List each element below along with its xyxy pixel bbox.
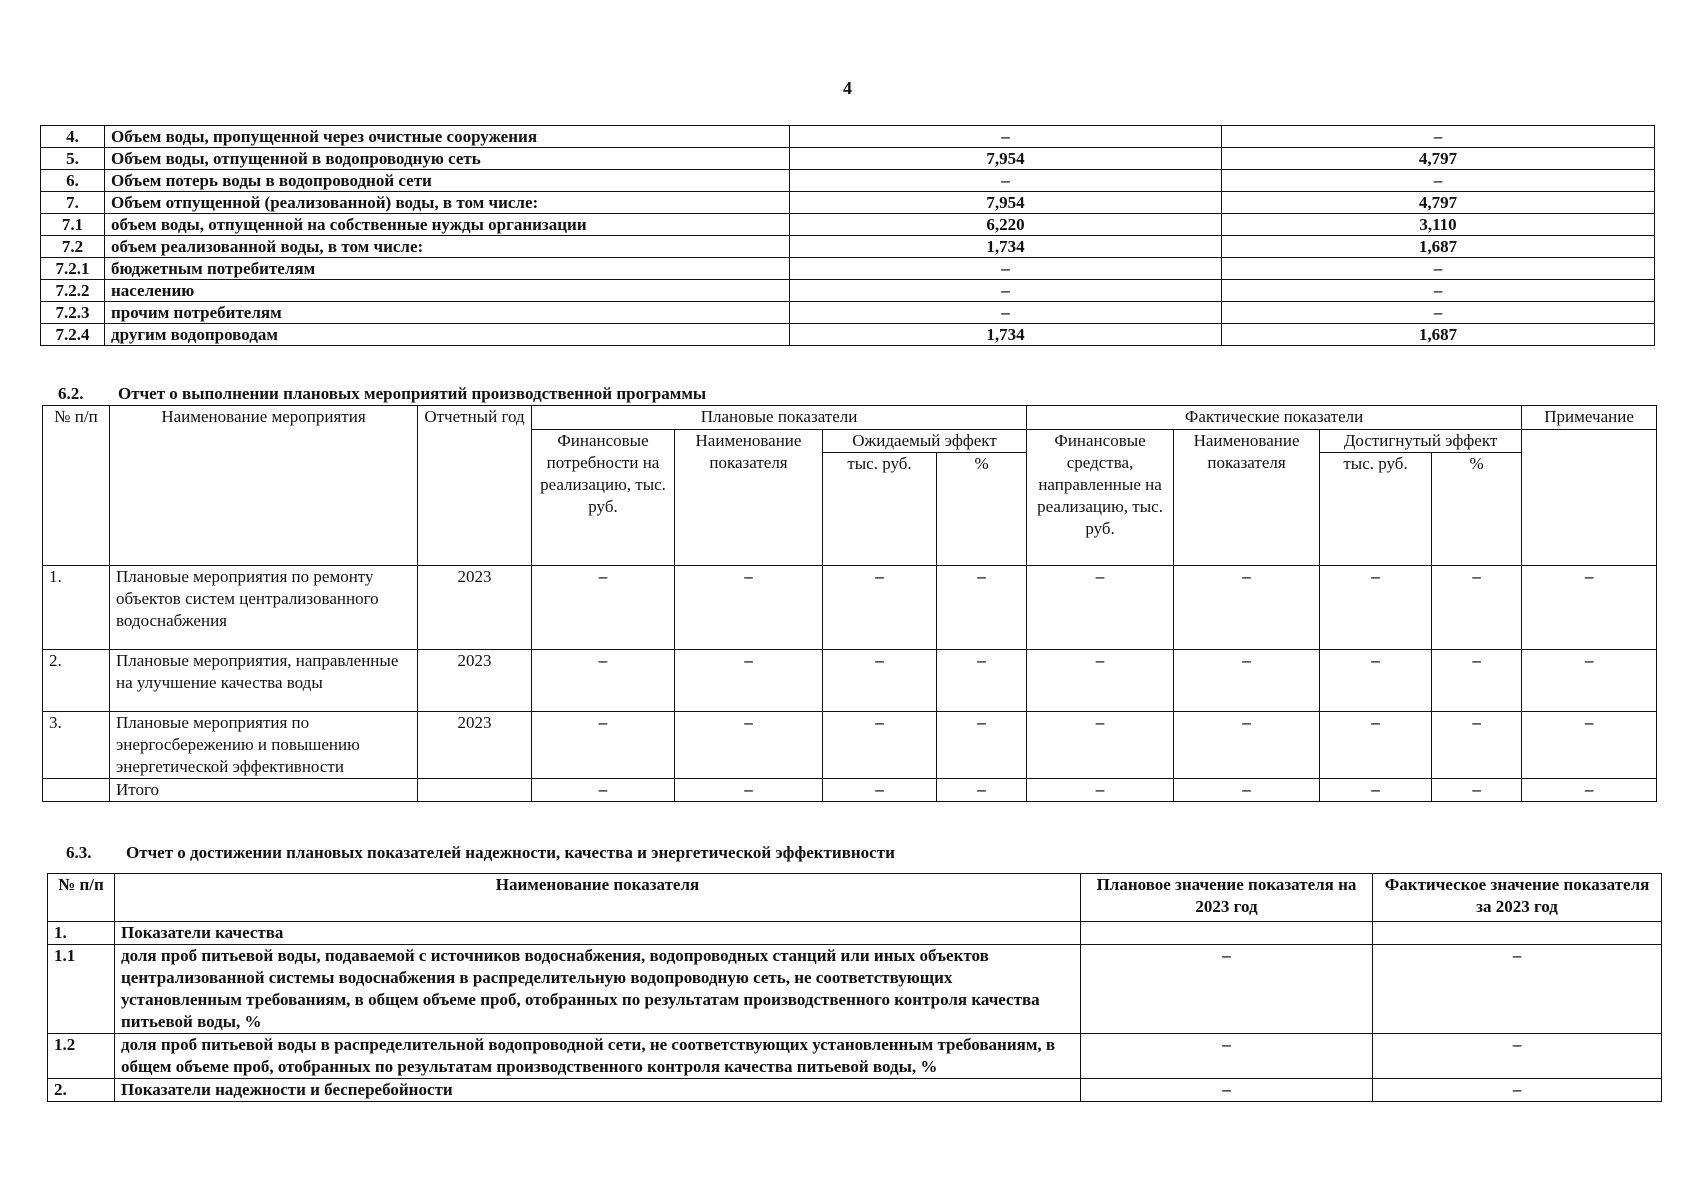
row-dash-value: – — [937, 650, 1027, 712]
row-value-plan: 6,220 — [790, 214, 1222, 236]
water-volume-table — [40, 125, 1655, 346]
row-name: бюджетным потребителям — [105, 258, 790, 280]
table-row — [48, 922, 1662, 945]
header-plan-financial-needs: Финансовые потребности на реализацию, тыс. руб. — [532, 430, 675, 566]
row-dash-value: – — [1522, 566, 1657, 650]
table-row — [48, 945, 1662, 1034]
header-actual-value: Фактическое значение показателя за 2023 год — [1373, 874, 1662, 922]
table-row — [41, 258, 1655, 280]
header-num: № п/п — [43, 406, 110, 566]
section-6-2-number: 6.2. — [58, 384, 84, 403]
row-name: другим водопроводам — [105, 324, 790, 346]
row-number: 6. — [41, 170, 105, 192]
row-planned-value: – — [1081, 1034, 1373, 1079]
total-row — [43, 779, 1657, 802]
row-dash-value: – — [1027, 650, 1174, 712]
row-number: 3. — [43, 712, 110, 779]
table-row — [41, 192, 1655, 214]
row-dash-value: – — [823, 650, 937, 712]
row-dash-value: – — [532, 566, 675, 650]
header-actual-financial-funds: Финансовые средства, направленные на реализацию, тыс. руб. — [1027, 430, 1174, 566]
header-note-blank — [1522, 430, 1657, 566]
row-name: объем реализованной воды, в том числе: — [105, 236, 790, 258]
row-activity-name: Плановые мероприятия по ремонту объектов систем централизованного водоснабжения — [110, 566, 418, 650]
row-value-actual: 3,110 — [1222, 214, 1655, 236]
row-value-plan: – — [790, 302, 1222, 324]
header-actual-indicators: Фактические показатели — [1027, 406, 1522, 430]
row-name: прочим потребителям — [105, 302, 790, 324]
total-dash-value: – — [1027, 779, 1174, 802]
total-dash-value: – — [937, 779, 1027, 802]
planned-activities-table — [42, 405, 1657, 802]
row-dash-value: – — [937, 566, 1027, 650]
row-dash-value: – — [532, 712, 675, 779]
total-label: Итого — [110, 779, 418, 802]
row-value-actual: 4,797 — [1222, 148, 1655, 170]
row-indicator-name: доля проб питьевой воды, подаваемой с источников водоснабжения, водопроводных станций или иных объектов централизованной системы водоснабжения в распределительную водопроводную сеть, не соответствующих установленным требованиям, в общем объеме проб, отобранных по результатам производственного контроля качества питьевой воды, % — [115, 945, 1081, 1034]
row-dash-value: – — [1027, 566, 1174, 650]
table-row — [41, 280, 1655, 302]
section-6-3-title: Отчет о достижении плановых показателей надежности, качества и энергетической эффективности — [126, 843, 895, 862]
row-dash-value: – — [823, 712, 937, 779]
row-name: объем воды, отпущенной на собственные нужды организации — [105, 214, 790, 236]
row-dash-value: – — [937, 712, 1027, 779]
row-name: Объем воды, пропущенной через очистные сооружения — [105, 126, 790, 148]
row-planned-value — [1081, 922, 1373, 945]
row-value-actual: 1,687 — [1222, 236, 1655, 258]
header-expected-percent: % — [937, 453, 1027, 566]
total-number — [43, 779, 110, 802]
row-value-plan: – — [790, 126, 1222, 148]
table-row — [41, 148, 1655, 170]
row-name: Объем воды, отпущенной в водопроводную сеть — [105, 148, 790, 170]
row-dash-value: – — [1174, 712, 1320, 779]
row-value-plan: 1,734 — [790, 324, 1222, 346]
header-indicator-name: Наименование показателя — [115, 874, 1081, 922]
row-value-actual: 1,687 — [1222, 324, 1655, 346]
row-dash-value: – — [532, 650, 675, 712]
table-row — [48, 1079, 1662, 1102]
row-dash-value: – — [675, 650, 823, 712]
header-planned-indicators: Плановые показатели — [532, 406, 1027, 430]
row-name: населению — [105, 280, 790, 302]
row-year: 2023 — [418, 566, 532, 650]
header-expected-effect: Ожидаемый эффект — [823, 430, 1027, 453]
row-number: 7.2.1 — [41, 258, 105, 280]
row-dash-value: – — [1174, 566, 1320, 650]
header-actual-indicator-name: Наименование показателя — [1174, 430, 1320, 566]
row-dash-value: – — [1027, 712, 1174, 779]
total-dash-value: – — [1320, 779, 1432, 802]
table-row — [41, 170, 1655, 192]
header-achieved-percent: % — [1432, 453, 1522, 566]
header-report-year: Отчетный год — [418, 406, 532, 566]
row-dash-value: – — [1320, 650, 1432, 712]
table-row — [43, 712, 1657, 779]
row-number: 2. — [48, 1079, 115, 1102]
row-dash-value: – — [1432, 566, 1522, 650]
row-indicator-name: Показатели качества — [115, 922, 1081, 945]
row-dash-value: – — [1432, 650, 1522, 712]
row-value-actual: – — [1222, 170, 1655, 192]
row-dash-value: – — [675, 712, 823, 779]
table-row — [41, 126, 1655, 148]
row-number: 1. — [48, 922, 115, 945]
header-achieved-effect: Достигнутый эффект — [1320, 430, 1522, 453]
section-6-2-title: Отчет о выполнении плановых мероприятий производственной программы — [118, 384, 707, 403]
row-value-plan: 1,734 — [790, 236, 1222, 258]
row-year: 2023 — [418, 712, 532, 779]
row-value-actual: 4,797 — [1222, 192, 1655, 214]
row-number: 1. — [43, 566, 110, 650]
header-num: № п/п — [48, 874, 115, 922]
total-dash-value: – — [1174, 779, 1320, 802]
row-year: 2023 — [418, 650, 532, 712]
row-name: Объем отпущенной (реализованной) воды, в том числе: — [105, 192, 790, 214]
row-number: 7.2.3 — [41, 302, 105, 324]
total-dash-value: – — [823, 779, 937, 802]
row-dash-value: – — [1522, 650, 1657, 712]
row-actual-value — [1373, 922, 1662, 945]
row-number: 7.2.4 — [41, 324, 105, 346]
row-dash-value: – — [823, 566, 937, 650]
row-value-plan: – — [790, 170, 1222, 192]
table-row — [41, 214, 1655, 236]
row-planned-value: – — [1081, 945, 1373, 1034]
row-actual-value: – — [1373, 945, 1662, 1034]
table-row — [43, 566, 1657, 650]
row-indicator-name: Показатели надежности и бесперебойности — [115, 1079, 1081, 1102]
row-dash-value: – — [1174, 650, 1320, 712]
row-number: 2. — [43, 650, 110, 712]
row-actual-value: – — [1373, 1034, 1662, 1079]
reliability-quality-table — [47, 873, 1662, 1102]
page-number: 4 — [843, 78, 852, 98]
row-dash-value: – — [675, 566, 823, 650]
row-number: 7.2 — [41, 236, 105, 258]
table-row — [41, 236, 1655, 258]
section-6-3-number: 6.3. — [66, 843, 92, 862]
row-value-plan: 7,954 — [790, 192, 1222, 214]
row-value-plan: – — [790, 258, 1222, 280]
row-planned-value: – — [1081, 1079, 1373, 1102]
header-note: Примечание — [1522, 406, 1657, 430]
row-value-actual: – — [1222, 258, 1655, 280]
row-value-actual: – — [1222, 280, 1655, 302]
row-dash-value: – — [1320, 712, 1432, 779]
row-number: 4. — [41, 126, 105, 148]
total-dash-value: – — [1522, 779, 1657, 802]
row-number: 5. — [41, 148, 105, 170]
total-dash-value: – — [532, 779, 675, 802]
row-dash-value: – — [1320, 566, 1432, 650]
row-number: 7. — [41, 192, 105, 214]
total-year — [418, 779, 532, 802]
header-activity-name: Наименование мероприятия — [110, 406, 418, 566]
row-number: 7.2.2 — [41, 280, 105, 302]
header-planned-value: Плановое значение показателя на 2023 год — [1081, 874, 1373, 922]
row-indicator-name: доля проб питьевой воды в распределительной водопроводной сети, не соответствующих установленным требованиям, в общем объеме проб, отобранных по результатам производственного контроля качества питьевой воды, % — [115, 1034, 1081, 1079]
table-row — [41, 302, 1655, 324]
row-activity-name: Плановые мероприятия, направленные на улучшение качества воды — [110, 650, 418, 712]
total-dash-value: – — [675, 779, 823, 802]
table-row — [41, 324, 1655, 346]
row-value-plan: – — [790, 280, 1222, 302]
row-activity-name: Плановые мероприятия по энергосбережению и повышению энергетической эффективности — [110, 712, 418, 779]
row-actual-value: – — [1373, 1079, 1662, 1102]
row-value-actual: – — [1222, 126, 1655, 148]
row-dash-value: – — [1522, 712, 1657, 779]
row-number: 1.1 — [48, 945, 115, 1034]
table-row — [43, 650, 1657, 712]
header-expected-thousand-rub: тыс. руб. — [823, 453, 937, 566]
header-plan-indicator-name: Наименование показателя — [675, 430, 823, 566]
row-value-actual: – — [1222, 302, 1655, 324]
row-number: 1.2 — [48, 1034, 115, 1079]
row-value-plan: 7,954 — [790, 148, 1222, 170]
row-number: 7.1 — [41, 214, 105, 236]
total-dash-value: – — [1432, 779, 1522, 802]
header-achieved-thousand-rub: тыс. руб. — [1320, 453, 1432, 566]
row-name: Объем потерь воды в водопроводной сети — [105, 170, 790, 192]
row-dash-value: – — [1432, 712, 1522, 779]
table-row — [48, 1034, 1662, 1079]
